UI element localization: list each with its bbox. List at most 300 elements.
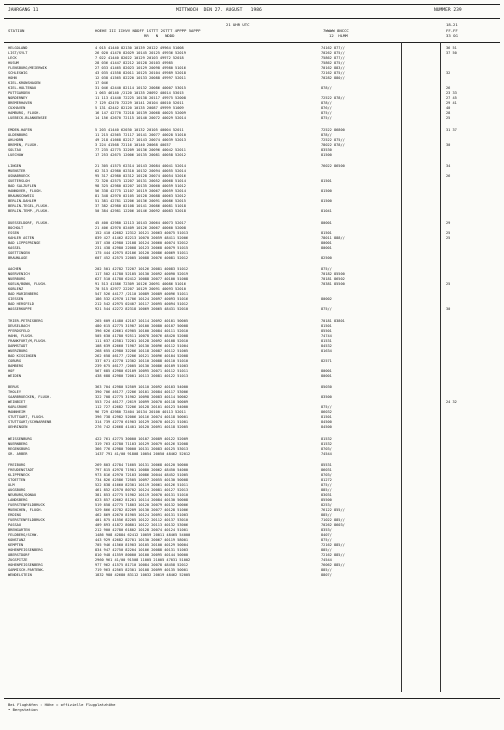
synop-code: 186 532 42970 11706 10124 20097 40093 51016: [95, 297, 189, 301]
synop-code: 547 526 44177 /2110 10089 20089 40096 51011: [95, 292, 189, 296]
extra-code: 70262 875//: [321, 51, 345, 55]
report-page: [4, 2, 500, 728]
synop-code: 31 046 42440 82114 10132 20086 40007 53015: [95, 86, 186, 90]
station-name: HOHENPEISSENBERG: [8, 548, 43, 552]
station-name: LECK: [8, 56, 17, 60]
synop-code: 5 131 42442 82120 10135 20087 49999 51009: [95, 106, 184, 110]
synop-code: 366 776 42980 70000 10131 20083 40125 53013: [95, 446, 189, 451]
synop-code: 14 156 42670 72115 10140 20072 40029 52014: [95, 116, 186, 120]
station-name: NUERNBERG: [8, 441, 28, 446]
wind-gust: 34: [446, 164, 451, 168]
extra-code: 876//: [321, 106, 332, 110]
extra-code: 70181 83801: [321, 318, 345, 323]
extra-code: 86032: [321, 410, 332, 414]
synop-code: 7 022 41440 82022 10129 20103 49972 52018: [95, 56, 184, 60]
synop-code: 322 708 42775 31902 10098 20083 40114 50002: [95, 395, 189, 399]
extra-code: 72162 885//: [321, 543, 345, 547]
extra-code: 74162 877//: [321, 46, 345, 50]
extra-code: 80001: [321, 245, 332, 250]
synop-code: 522 838 41660 82301 10119 20061 40126 51011: [95, 483, 189, 487]
station-name: WUERZBURG: [8, 348, 28, 353]
synop-code: 112 727 42682 72206 10128 20101 40123 54000: [95, 405, 189, 409]
station-name: BAD MARIENBERG: [8, 292, 39, 296]
fr-header: FF-FF: [446, 28, 458, 33]
extra-code: 74744: [321, 333, 332, 338]
synop-code: 396 738 42982 52006 10116 20074 40118 50001: [95, 415, 189, 419]
wind-gust: 30: [446, 307, 451, 311]
station-name: ZUGSPITZE: [8, 558, 28, 562]
synop-code: 11 215 42565 72117 10141 20077 40028 51010: [95, 132, 186, 137]
station-name: FREUDENSTADT: [8, 468, 34, 472]
station-name: STUTTGART, FLUGH.: [8, 415, 45, 419]
wind-gust: 40: [446, 106, 451, 110]
station-name: PUTTGARDEN: [8, 91, 30, 95]
station-group: [4, 164, 500, 214]
synop-code: 839 427 41462 82213 10070 20059 48411 52006: [95, 235, 189, 240]
station-name: AHLHORN: [8, 137, 24, 142]
synop-code: 390 706 46177 /2206 10101 20084 40117 53006: [95, 390, 189, 394]
extra-code: 85531: [321, 463, 332, 467]
extra-code: 81501: [321, 415, 332, 419]
extra-code: 86031: [321, 468, 332, 472]
extra-code: 71022 885//: [321, 518, 345, 522]
extra-code: 85030: [321, 385, 332, 389]
extra-code: 84532: [321, 343, 332, 348]
extra-code: 80001: [321, 220, 332, 225]
extra-code: 80002: [321, 297, 332, 301]
synop-code: 265 609 41480 42107 10114 20092 40101 50005: [95, 318, 189, 323]
synop-code: 202 501 42782 72207 10126 20081 40083 51012: [95, 267, 189, 271]
extra-code: 8703/: [321, 473, 332, 477]
station-name: BRAUNSCHWEIG: [8, 194, 34, 198]
wind-gust: 30: [446, 142, 451, 147]
station-name: LINGEN: [8, 164, 21, 168]
synop-code: 834 947 42750 82204 10106 20088 40131 51003: [95, 548, 189, 552]
station-name: WEIDEN: [8, 373, 21, 378]
station-name: FUERSTENFELDBRUCK: [8, 518, 45, 522]
station-name: AUGSBURG: [8, 488, 26, 492]
synop-code: 797 815 42978 71901 10080 20062 48450 54000: [95, 468, 189, 472]
synop-code: 96 729 42980 72404 10134 20100 40113 52011: [95, 410, 186, 414]
wind-gust: 29 41: [446, 101, 457, 105]
wind-gust: 24 32: [446, 400, 457, 404]
synop-code: 314 739 42770 61903 10129 20070 40121 51001: [95, 420, 189, 424]
station-name: HANNOVER, FLUGH.: [8, 189, 43, 193]
station-group: [4, 319, 500, 379]
station-group: [4, 437, 500, 457]
station-name: BERLIN-DAHLEM: [8, 199, 37, 203]
extra-code: 81500: [321, 152, 332, 157]
extra-code: 72162 875//: [321, 71, 345, 75]
synop-code: 152 410 42682 12312 10121 20063 40075 51013: [95, 230, 189, 235]
station-name: STUTTGART/SCHNARRENB: [8, 420, 52, 424]
station-name: OEHRINGEN: [8, 425, 28, 429]
synop-code: 212 542 42975 02407 10117 20095 40094 51012: [95, 302, 189, 306]
station-name: HUSUM: [8, 61, 19, 65]
synop-code: 5 203 41440 62030 10132 20105 40004 52011: [95, 127, 184, 132]
station-name: DEUSELBACH: [8, 323, 30, 328]
station-name: FREIBURG: [8, 463, 26, 467]
synop-code: 157 430 42980 12108 10124 20060 40074 52012: [95, 240, 189, 245]
table-row: [4, 153, 500, 158]
station-name: OSNABRUECK: [8, 174, 30, 178]
station-name: BOCHOLT: [8, 225, 24, 230]
extra-code: 878//: [321, 101, 332, 105]
station-name: SCHLESWIG: [8, 71, 28, 75]
synop-code: 11 113 41440 72225 10138 20117 49975 52008: [95, 96, 186, 100]
extra-code: 76122 855//: [321, 508, 345, 512]
extra-code: 875//: [321, 267, 332, 271]
extra-code: 81501: [321, 323, 332, 328]
station-name: BERLIN-TEMP.,FLUGH.: [8, 209, 50, 213]
station-name: MUENCHEN, FLUGH.: [8, 508, 43, 512]
station-name: FRANKFURT/M,FLUGH.: [8, 338, 47, 343]
wind-gust: 26: [446, 174, 451, 178]
extra-code: 72522 875//: [321, 137, 345, 142]
wind-gust: 25: [446, 116, 451, 120]
extra-code: 8703/: [321, 446, 332, 451]
table-row: [4, 374, 500, 379]
extra-code: 81500: [321, 199, 332, 203]
extra-code: 70182 85500: [321, 272, 345, 276]
synop-code: 396 626 42661 62905 10100 20084 40111 52010: [95, 328, 189, 333]
synop-code: 231 438 42980 22008 10123 20068 40079 51015: [95, 245, 189, 250]
extra-code: 875//: [321, 116, 332, 120]
station-name: WENDELSTEIN: [8, 573, 32, 577]
extra-code: 70381 85500: [321, 282, 345, 286]
table-rule-top: [4, 42, 500, 43]
synop-code: 37 382 42980 02108 10141 20086 40081 51018: [95, 204, 186, 208]
synop-code: 21 305 41575 62314 10143 20084 40041 52014: [95, 164, 186, 168]
extra-code: 8253/: [321, 503, 332, 507]
station-name: WEISSENBURG: [8, 436, 32, 441]
synop-code: 461 852 42570 80702 10124 20081 40127 52013: [95, 488, 189, 492]
synop-code: 480 615 42775 31907 10100 20080 40107 50008: [95, 323, 189, 328]
station-name: BREMERHAVEN: [8, 101, 32, 105]
station-name: ERDING: [8, 513, 21, 517]
station-name: GOETTINGEN: [8, 250, 30, 255]
station-name: MANNHEIM: [8, 410, 26, 414]
extra-code: 81041: [321, 209, 332, 213]
wind-gust: 27 45: [446, 96, 457, 100]
synop-code: 529 866 42782 82209 10130 20077 40128 51006: [95, 508, 189, 512]
synop-code: 50 384 42981 12206 10146 20092 40083 52018: [95, 209, 186, 213]
extra-code: 81532: [321, 436, 332, 441]
table-row: [4, 425, 500, 430]
extra-code: 76062 885//: [321, 563, 345, 567]
synop-code: 7 129 42470 72229 10141 20104 40010 52011: [95, 101, 184, 105]
synop-code: 623 857 42662 81201 10114 20084 40130 50008: [95, 498, 189, 502]
synop-code: 91 513 41586 72309 10126 20091 40086 51016: [95, 282, 186, 286]
extra-code: 83500: [321, 395, 332, 399]
station-name: KAHLER ASTEN: [8, 235, 34, 240]
extra-code: 78011 888//: [321, 235, 345, 240]
footnote-mountain: • Bergstation: [8, 707, 38, 712]
station-name: DARMSTADT: [8, 343, 28, 348]
station-group: [4, 385, 500, 430]
extra-code: 885//: [321, 548, 332, 552]
extra-code: 878//: [321, 86, 332, 90]
station-name: BAD SALZUFLEN: [8, 184, 37, 188]
extra-code: 81501: [321, 179, 332, 183]
extra-code: 85501: [321, 328, 332, 333]
station-name: MUENSTER: [8, 169, 26, 173]
extra-code: 80001: [321, 240, 332, 245]
wind-gust: 25: [446, 282, 451, 286]
station-name: FUERSTENFELDBRUCK: [8, 503, 45, 507]
synop-code: 17 046: [95, 81, 108, 85]
extra-code: 80001: [321, 373, 332, 378]
table-row: [4, 209, 500, 214]
synop-code: 72 320 42575 12207 10131 20052 40068 51014: [95, 179, 186, 183]
wind-gust: 29: [446, 220, 451, 225]
extra-code: 70262 8603/: [321, 523, 345, 527]
synop-code: 28 036 41447 82212 10128 20103 49985: [95, 61, 173, 65]
synop-code: 1832 980 42680 83112 10032 20019 48462 52005: [95, 573, 191, 577]
wind-gust: 26: [446, 86, 451, 90]
synop-code: 175 444 42975 82106 10120 20086 40069 51011: [95, 250, 189, 255]
synop-code: 319 763 42780 71103 10129 20079 40126 52008: [95, 441, 189, 446]
synop-code: 973 816 42970 72103 10086 20044 48452 51005: [95, 473, 189, 477]
extra-code: 875//: [321, 405, 332, 409]
station-name: KONSTANZ: [8, 538, 26, 542]
station-name: BAD HERSFELD: [8, 302, 34, 306]
extra-code: 80001: [321, 368, 332, 373]
station-group: [4, 128, 500, 158]
station-name: PFERDSFELD: [8, 328, 30, 333]
station-name: NORDERNEY: [8, 96, 28, 100]
synop-code: 363 704 42980 52509 10110 20092 40103 54000: [95, 385, 189, 389]
station-name: KOBLENZ: [8, 287, 24, 291]
extra-code: 70181 86502: [321, 277, 345, 281]
synop-code: 810 948 41559 80000 10100 20095 40144 50000: [95, 553, 189, 557]
synop-code: 77 235 42775 32209 10136 20096 40042 52011: [95, 147, 186, 152]
station-name: COBURG: [8, 358, 21, 363]
table-rule-bottom: [4, 698, 500, 699]
extra-code: 85500: [321, 498, 332, 502]
station-name: LUEBECK-BLANKENSEE: [8, 116, 47, 120]
extra-code: 72162 885//: [321, 553, 345, 557]
synop-code: 16 147 42770 72218 10139 20068 40025 52009: [95, 111, 186, 115]
extra-code: 83031: [321, 493, 332, 497]
station-name: GUETERSLOH: [8, 179, 30, 183]
synop-code: 70 515 42977 22207 10129 20091 40093 52010: [95, 287, 186, 291]
extra-code: 82500: [321, 255, 332, 260]
station-name: HAMBURG, FLUGH.: [8, 111, 41, 115]
synop-code: 49 218 41668 82217 10143 20074 40039 52013: [95, 137, 186, 142]
wind-gust: 28: [446, 111, 451, 115]
synop-code: 27 033 41465 82023 10129 20098 49980 51016: [95, 66, 186, 70]
station-name: LUECHOW: [8, 152, 24, 157]
wind-gust: 31 37: [446, 127, 457, 132]
station-name: KLIPPENECK: [8, 473, 30, 477]
extra-code: 8353/: [321, 528, 332, 532]
station-name: GARMISCH-PARTENK.: [8, 568, 45, 572]
table-row: [4, 256, 500, 261]
synop-code: 98 325 42980 02207 10135 20060 40059 51012: [95, 184, 186, 188]
extra-code: 878//: [321, 132, 332, 137]
synop-code: 422 761 42775 30000 10107 20089 40122 52009: [95, 436, 189, 441]
station-name: BRAUNLAGE: [8, 255, 28, 260]
extra-code: 72522 86800: [321, 127, 345, 132]
synop-code: 95 317 42980 02312 10128 20074 40054 52016: [95, 174, 186, 178]
table-row: [4, 452, 500, 457]
extra-code: 885//: [321, 513, 332, 517]
synop-code: 553 724 46177 /2619 10099 20070 40118 50009: [95, 400, 189, 404]
synop-code: 51 381 42781 12206 10136 20091 40086 52015: [95, 199, 186, 203]
code-subheader: RR N NDDD: [144, 33, 175, 38]
station-name: HOF: [8, 368, 15, 373]
synop-code: 401 875 41556 82205 10122 20112 40137 53010: [95, 518, 189, 522]
station-name: BAMBERG: [8, 363, 24, 368]
station-name: KIEL-HOLTENAU: [8, 86, 37, 90]
station-name: DUESSELDORF, FLUGH.: [8, 220, 50, 225]
right-header: 7WWWW 8NCCC: [323, 28, 349, 33]
synop-code: 977 962 41575 81710 10084 20078 48458 52012: [95, 563, 189, 567]
extra-code: 81501: [321, 230, 332, 235]
station-name: ULM: [8, 483, 15, 487]
station-name: TRIER-PETRISBERG: [8, 318, 43, 323]
station-name: SAARBRUECKEN, FLUGH.: [8, 395, 52, 399]
synop-code: 1486 908 42884 62412 10059 20011 48465 54000: [95, 533, 191, 537]
extra-code: 81532: [321, 441, 332, 446]
synop-code: 111 637 42581 72201 10128 20092 40108 52010: [95, 338, 189, 343]
station-name: KIEL-KRONSHAGEN: [8, 81, 41, 85]
station-name: HAHN, FLUGH.: [8, 333, 34, 338]
synop-code: 212 900 42780 61802 10128 20074 40124 51001: [95, 528, 189, 532]
synop-code: 627 510 41780 62412 10088 20077 40100 51008: [95, 277, 189, 281]
date-label: MITTWOCH DEN 27. AUGUST 1986: [176, 8, 262, 13]
synop-code: 705 946 41560 81903 10105 20100 40129 50004: [95, 543, 189, 547]
station-name: NEUBURG/DONAU: [8, 493, 37, 497]
station-name: HOHN: [8, 76, 17, 80]
extra-code: 81272: [321, 478, 332, 482]
station-header: STATION: [8, 28, 25, 33]
extra-code: 875//: [321, 538, 332, 542]
extra-code: 8407/: [321, 533, 332, 537]
synop-code: 81 348 42970 02105 10128 20088 40063 52012: [95, 194, 186, 198]
extra-code: 70162 883//: [321, 66, 345, 70]
extra-code: 885//: [321, 568, 332, 572]
station-name: NOERVENICH: [8, 272, 30, 276]
station-name: GR. ARBER: [8, 451, 28, 456]
station-name: LIST/SYLT: [8, 51, 28, 55]
station-name: CUXHAVEN: [8, 106, 26, 110]
synop-code: 4 015 41440 82130 10139 20122 49964 51008: [95, 46, 184, 50]
station-name: WASSERKUPPE: [8, 307, 32, 311]
station-name: GIESSEN: [8, 297, 24, 301]
synop-code: 17 253 42675 12006 10135 20081 40058 52012: [95, 152, 186, 157]
station-name: BERUS: [8, 385, 19, 389]
extreme-label: 18-21: [446, 22, 458, 27]
synop-code: 276 742 42668 41401 10120 20091 40118 52005: [95, 425, 189, 429]
wind-gust: 37 50: [446, 51, 457, 55]
synop-code: 1437 791 41/00 91808 10054 20050 48462 52012: [95, 451, 191, 456]
station-name: KEMPTEN: [8, 543, 24, 547]
extra-code: 84500: [321, 425, 332, 429]
station-group: [4, 46, 500, 121]
issue-number: NUMMER 239: [434, 8, 462, 13]
extra-code: 875//: [321, 483, 332, 487]
synop-code: 734 826 42586 72505 10097 20055 40130 50008: [95, 478, 189, 482]
extra-code: 74544: [321, 558, 332, 562]
synop-code: 56 338 42775 12107 10119 20067 40059 52014: [95, 189, 186, 193]
synop-code: 381 853 42775 51902 10119 20070 40131 51010: [95, 493, 189, 497]
station-group: [4, 221, 500, 261]
synop-code: 117 502 41780 52105 10130 20092 40090 52019: [95, 272, 189, 276]
extra-code: 75862 877//: [321, 56, 345, 60]
station-name: BAD LIPPSPRINGE: [8, 240, 41, 245]
station-name: HOHENPEISSENBERG: [8, 563, 43, 567]
synop-code: 108 639 42660 71907 10130 20096 40112 51004: [95, 343, 189, 348]
station-name: BREMEN, FLUGH.: [8, 142, 39, 147]
synop-code: 43 035 41558 82011 10125 20104 49989 52018: [95, 71, 186, 75]
synop-code: 26 020 41470 82029 10145 20125 49936 52019: [95, 51, 186, 55]
wind-gust: 32: [446, 71, 451, 75]
table-row: [4, 307, 500, 312]
right-subheader: 12 HLMM: [329, 33, 348, 38]
station-name: WEINBIET: [8, 400, 26, 404]
station-name: PASSAU: [8, 523, 21, 527]
extra-code: 72522 878//: [321, 96, 345, 100]
code-header: HOEHE III IIHVV NDDFF 1STTT 2STTT 4PPPP 5APPP: [95, 28, 201, 33]
station-name: BAD KISSINGEN: [8, 353, 37, 358]
synop-code: 462 869 42670 81905 10124 20091 40131 51003: [95, 513, 189, 517]
synop-code: 567 685 42980 62109 10095 20071 40112 51011: [95, 368, 189, 373]
extra-code: 78022 878//: [321, 142, 345, 147]
extra-code: 875//: [321, 307, 332, 311]
station-name: REGENSBURG: [8, 446, 30, 451]
synop-code: 268 655 42980 32206 10118 20087 40112 51005: [95, 348, 189, 353]
extra-code: 70282 880//: [321, 76, 345, 80]
table-row: [4, 116, 500, 121]
extra-code: 84500: [321, 420, 332, 424]
station-name: THOLEY: [8, 390, 21, 394]
year-label: JAHRGANG 11: [8, 8, 39, 13]
synop-code: 519 858 42775 71803 10120 20079 40132 50006: [95, 503, 189, 507]
synop-code: 62 313 42980 02310 10132 20094 40055 52014: [95, 169, 186, 173]
station-name: STOETTEN: [8, 478, 26, 482]
synop-code: 505 630 41780 92511 10078 20076 48420 52008: [95, 333, 189, 338]
synop-code: 921 544 42272 82318 10069 20065 48431 52010: [95, 307, 189, 311]
station-name: OLDENBURG: [8, 132, 28, 137]
station-name: EMDEN-HAFEN: [8, 127, 32, 132]
wind-gust: 25: [446, 230, 451, 235]
synop-code: 262 658 46177 /2206 10121 20096 40104 52008: [95, 353, 189, 358]
fr-subheader: 33 GG: [446, 33, 458, 38]
extra-code: 76022 86500: [321, 164, 345, 168]
station-name: LANDSBERG: [8, 498, 28, 502]
station-name: HELGOLAND: [8, 46, 28, 50]
station-name: BERLIN-TEGEL,FLUGH.: [8, 204, 50, 208]
station-group: [4, 267, 500, 312]
station-name: BRENGARTEN: [8, 528, 30, 532]
station-name: NUERBURG: [8, 277, 26, 281]
extra-code: 875//: [321, 111, 332, 115]
extra-code: 83530: [321, 147, 332, 152]
wind-gust: 23 33: [446, 91, 457, 95]
station-name: KARLSRUHE: [8, 405, 28, 409]
extra-code: 82571: [321, 358, 332, 363]
extra-code: 81500: [321, 189, 332, 193]
table-row: [4, 573, 500, 578]
synop-code: 719 963 42565 82301 10108 20099 40135 50001: [95, 568, 189, 572]
synop-code: 21 406 42970 02409 10126 20067 40060 52008: [95, 225, 186, 230]
extra-code: 8807/: [321, 573, 332, 577]
wind-gust: 25: [446, 235, 451, 240]
extra-code: 75862 875//: [321, 61, 345, 65]
wind-gust: 36 51: [446, 46, 457, 50]
